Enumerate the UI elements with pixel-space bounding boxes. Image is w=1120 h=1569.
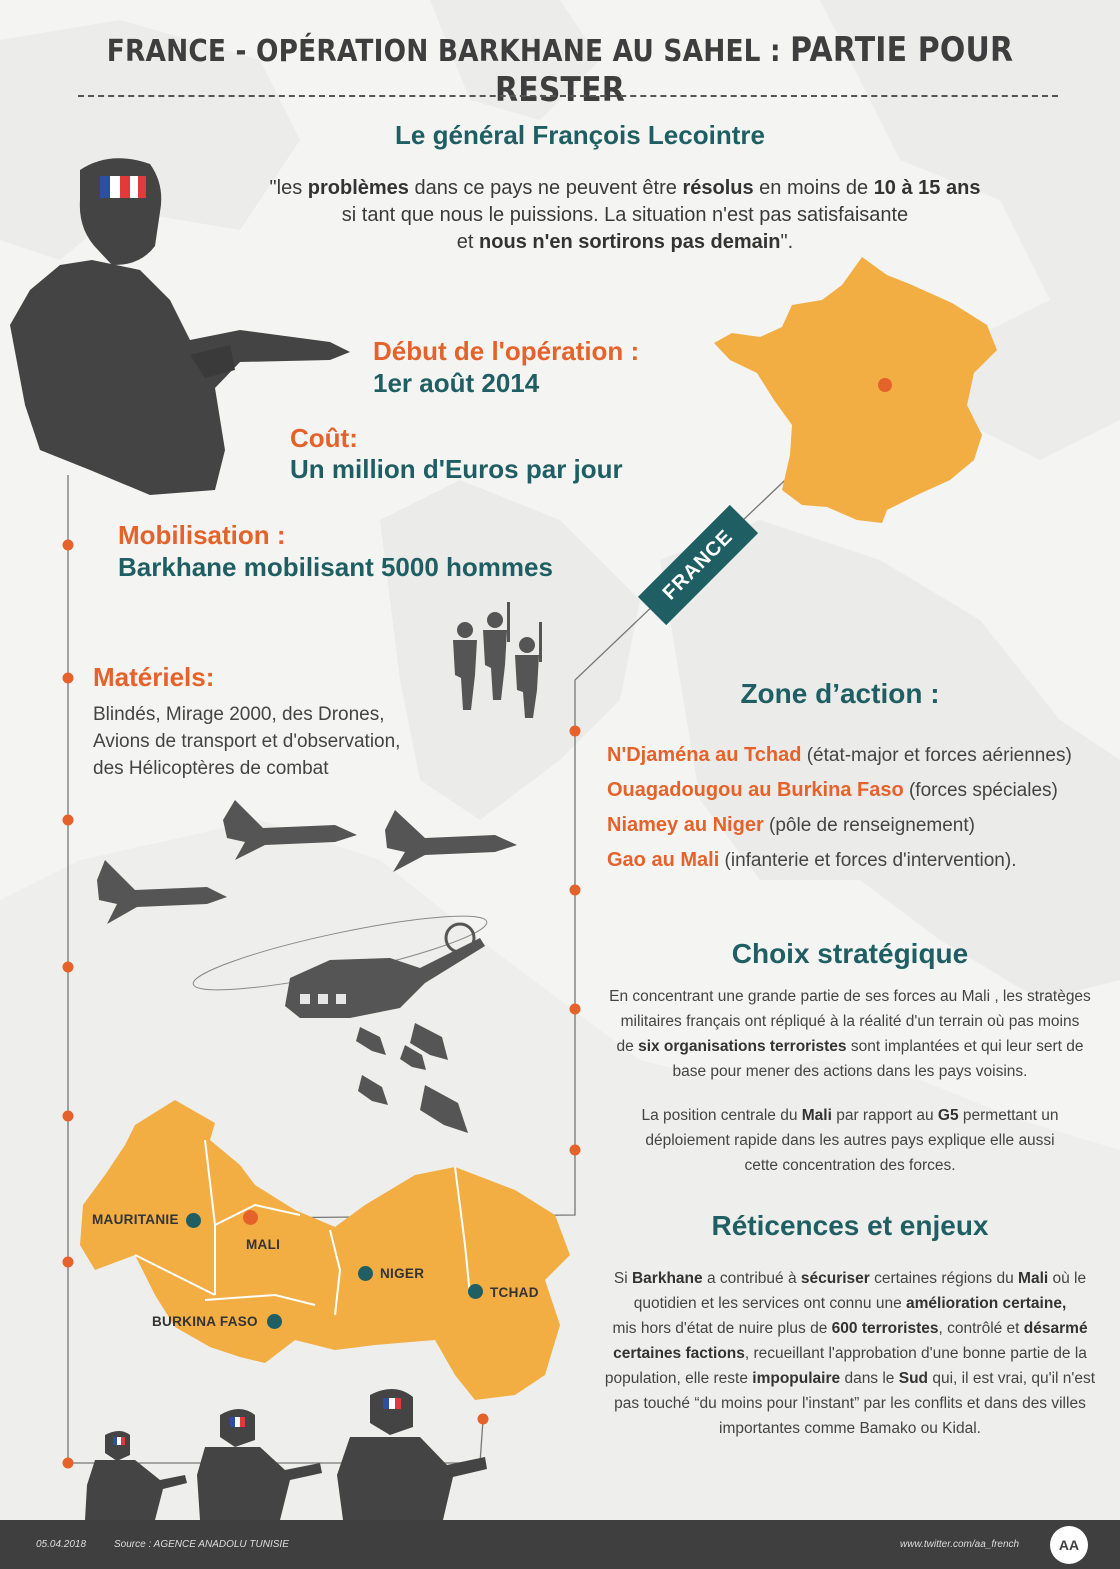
general-name: Le général François Lecointre [395, 120, 765, 150]
footer-date: 05.04.2018 [36, 1539, 87, 1550]
list-item: Niamey au Niger (pôle de renseignement) [607, 814, 975, 836]
page-title: FRANCE - OPÉRATION BARKHANE AU SAHEL : PARTIE POUR RESTER [106, 30, 1014, 110]
anadolu-logo-icon: AA [1050, 1526, 1088, 1564]
country-label-niger: NIGER [380, 1266, 425, 1281]
reticences-paragraph: Si Barkhane a contribué à sécuriser certaines régions du Mali où le quotidien et les services ont connu une amélioration certaine, mis hors d'état de nuire plus de 600 terroristes, contrôlé et désarmé certaines factions, recueillant l'approbation d'une bonne partie de la population, elle reste impopulaire dans le Sud qui, il est vrai, qu'il n'est pas touché “du moins pour l'instant” par les conflits et dans des villes importantes comme Bamako ou Kidal. [604, 1270, 1096, 1437]
burkina-dot [267, 1314, 282, 1329]
country-label-tchad: TCHAD [490, 1285, 539, 1300]
country-label-mali: MALI [246, 1237, 281, 1252]
mauritanie-dot [186, 1213, 201, 1228]
materiels-label: Matériels: [93, 662, 215, 692]
debut-label: Début de l'opération : [373, 336, 640, 366]
footer-url[interactable]: www.twitter.com/aa_french [900, 1539, 1020, 1550]
france-map [712, 255, 1002, 525]
materiels-list: Blindés, Mirage 2000, des Drones, Avions de transport et d'observation, des Hélicoptères de combat [93, 704, 401, 779]
country-label-burkina: BURKINA FASO [152, 1314, 258, 1329]
bottom-soldiers-icon [75, 1385, 495, 1520]
mali-dot [243, 1210, 258, 1225]
list-item: N'Djaména au Tchad (état-major et forces aériennes) [607, 744, 1072, 766]
tchad-dot [468, 1284, 483, 1299]
choix-paragraph-1: En concentrant une grande partie de ses forces au Mali , les stratèges militaires français ont répliqué à la réalité d'un terrain où pas moins de six organisations terroristes sont implantées et qui leur sert de base pour mener des actions dans les pays voisins. [609, 988, 1091, 1080]
marching-soldiers-icon [445, 600, 555, 720]
zone-title: Zone d’action : [740, 678, 940, 709]
cout-label: Coût: [290, 423, 358, 453]
debut-value: 1er août 2014 [373, 368, 540, 398]
mobilisation-label: Mobilisation : [118, 520, 286, 550]
mobilisation-value: Barkhane mobilisant 5000 hommes [118, 552, 553, 582]
list-item: Ouagadougou au Burkina Faso (forces spéciales) [607, 779, 1058, 801]
footer-source: Source : AGENCE ANADOLU TUNISIE [114, 1539, 289, 1550]
france-tag: FRANCE [638, 505, 758, 625]
cout-value: Un million d'Euros par jour [290, 454, 623, 484]
general-quote: "les problèmes dans ce pays ne peuvent être résolus en moins de 10 à 15 ans si tant que nous le puissions. La situation n'est pas satisfaisante et nous n'en sortirons pas demain". [269, 177, 981, 253]
niger-dot [358, 1266, 373, 1281]
sahel-map [75, 1095, 575, 1425]
choix-title: Choix stratégique [731, 938, 969, 969]
list-item: Gao au Mali (infanterie et forces d'intervention). [607, 849, 1017, 871]
choix-paragraph-2: La position centrale du Mali par rapport au G5 permettant un déploiement rapide dans les autres pays explique elle aussi cette concentration des forces. [641, 1107, 1059, 1174]
country-label-mauritanie: MAURITANIE [92, 1212, 179, 1227]
reticences-title: Réticences et enjeux [711, 1210, 989, 1241]
footer [0, 1520, 1120, 1569]
zone-list [607, 738, 1117, 878]
